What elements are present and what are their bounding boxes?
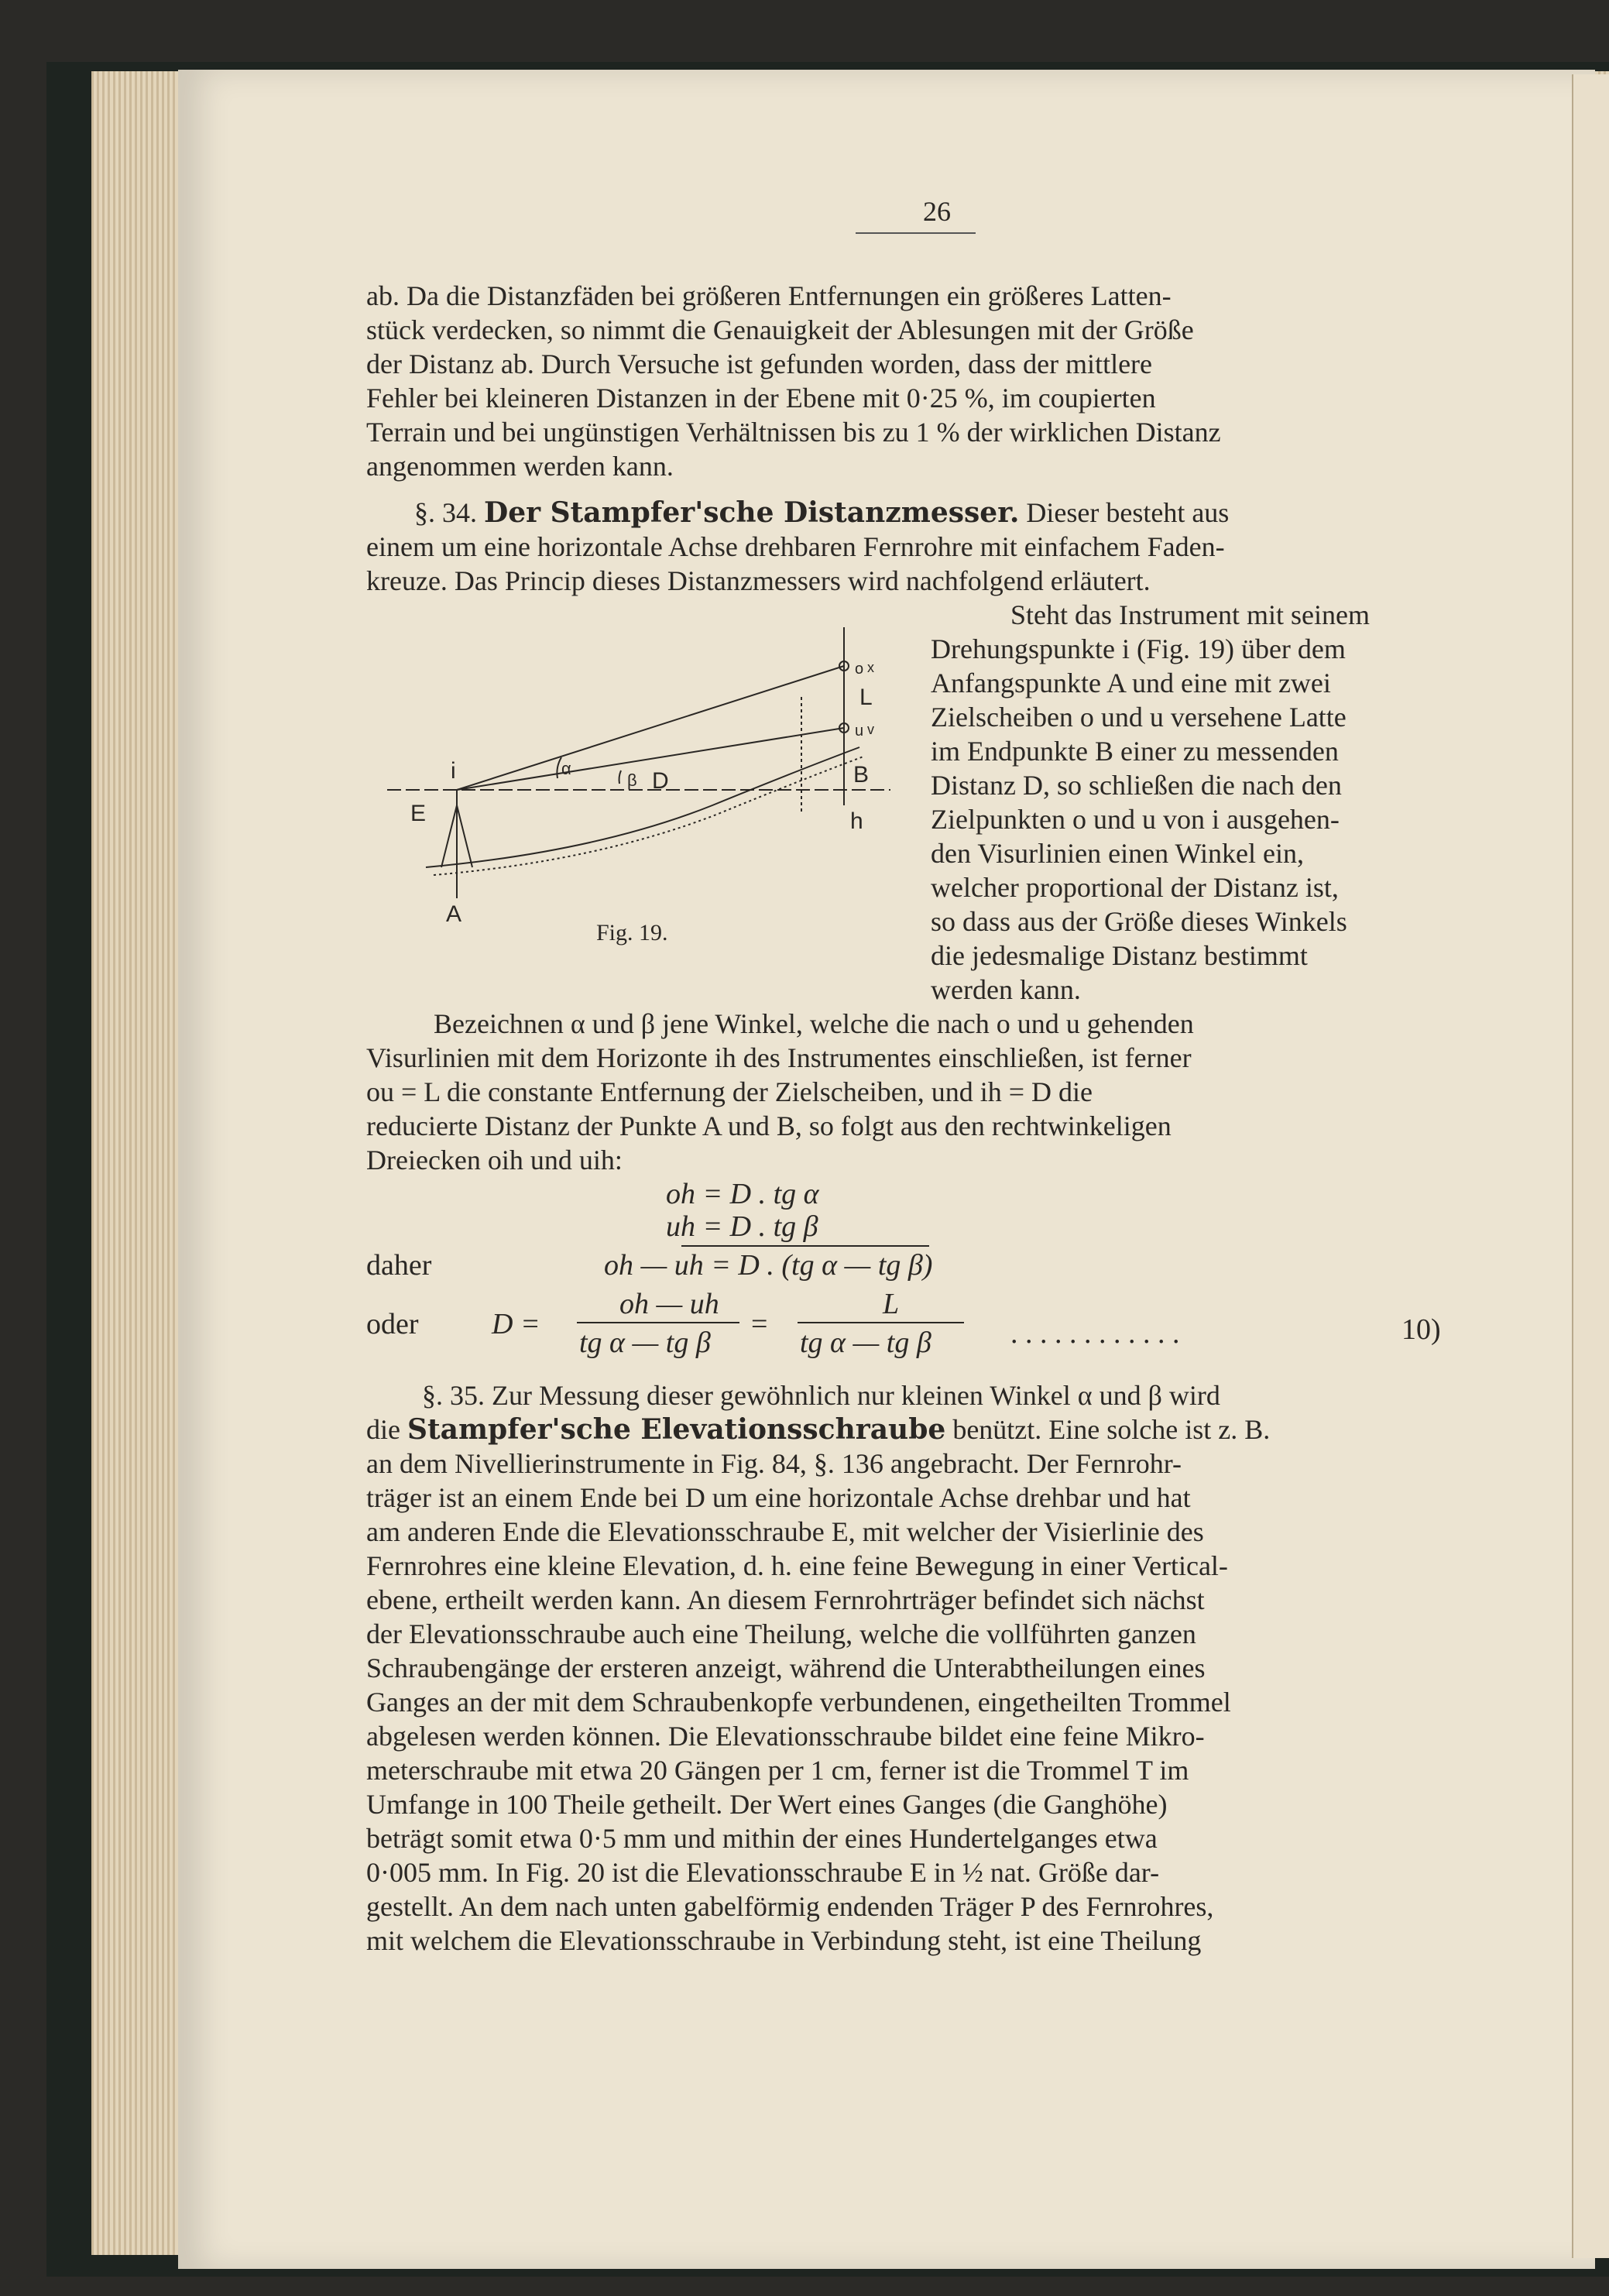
text-line: ou = L die constante Entfernung der Zielscheiben, und ih = D die xyxy=(366,1076,1093,1107)
text-line: ab. Da die Distanzfäden bei größeren Entfernungen ein größeres Latten- xyxy=(366,280,1172,311)
text-line: kreuze. Das Princip dieses Distanzmessers wird nachfolgend erläutert. xyxy=(366,565,1151,596)
equals-sign: = xyxy=(751,1308,768,1340)
section-number: §. 34. xyxy=(414,497,477,528)
text-run: die xyxy=(366,1414,407,1445)
text-line: ebene, ertheilt werden kann. An diesem Fernrohrträger befindet sich nächst xyxy=(366,1584,1205,1615)
text-line: Drehungspunkte i (Fig. 19) über dem xyxy=(931,633,1346,664)
label-daher: daher xyxy=(366,1249,432,1282)
equation-rule xyxy=(681,1245,929,1247)
label-D: D xyxy=(652,768,669,794)
text-line: Zielpunkten o und u von i ausgehen- xyxy=(931,804,1340,835)
text-line: den Visurlinien einen Winkel ein, xyxy=(931,838,1304,869)
equation-number: 10) xyxy=(1401,1313,1441,1346)
text-line: Bezeichnen α und β jene Winkel, welche die nach o und u gehenden xyxy=(434,1008,1194,1039)
label-alpha: α xyxy=(561,759,571,778)
text-line: an dem Nivellierinstrumente in Fig. 84, §. 136 angebracht. Der Fernrohr- xyxy=(366,1448,1182,1479)
text-line: welcher proportional der Distanz ist, xyxy=(931,872,1339,903)
text-line: Fehler bei kleineren Distanzen in der Ebene mit 0·25 %, im coupierten xyxy=(366,383,1156,414)
text-run: benützt. Eine solche ist z. B. xyxy=(945,1414,1271,1445)
text-line: abgelesen werden können. Die Elevationsschraube bildet eine feine Mikro- xyxy=(366,1721,1205,1752)
fraction-1-denominator: tg α — tg β xyxy=(579,1326,711,1359)
text-line: so dass aus der Größe dieses Winkels xyxy=(931,906,1347,937)
text-line: der Elevationsschraube auch eine Theilung, welche die vollführten ganzen xyxy=(366,1618,1196,1649)
text-line: stück verdecken, so nimmt die Genauigkeit der Ablesungen mit der Größe xyxy=(366,314,1194,345)
text-line xyxy=(366,1412,1450,1447)
equation-D-lhs: D = xyxy=(492,1308,540,1340)
label-L: L xyxy=(859,685,873,710)
text-line: träger ist an einem Ende bei D um eine horizontale Achse drehbar und hat xyxy=(366,1482,1191,1513)
label-v: v xyxy=(867,722,874,737)
equation-1: oh = D . tg α xyxy=(666,1178,819,1210)
text-line: gestellt. An dem nach unten gabelförmig endenden Träger P des Fernrohres, xyxy=(366,1891,1214,1922)
terrain-line xyxy=(426,747,859,867)
text-line: am anderen Ende die Elevationsschraube E, mit welcher der Visierlinie des xyxy=(366,1516,1204,1547)
text-line: Dreiecken oih und uih: xyxy=(366,1145,623,1175)
label-oder: oder xyxy=(366,1308,419,1340)
label-B: B xyxy=(853,762,870,788)
angle-arc-beta xyxy=(619,770,621,784)
label-x: x xyxy=(867,660,874,675)
section-35-heading: Stampfer'sche Elevationsschraube xyxy=(407,1413,946,1446)
text-line: 0·005 mm. In Fig. 20 ist die Elevationsschraube E in ½ nat. Größe dar- xyxy=(366,1857,1160,1888)
equation-2: uh = D . tg β xyxy=(666,1210,818,1243)
page-number: 26 xyxy=(923,196,951,227)
fraction-2-denominator: tg α — tg β xyxy=(800,1326,931,1359)
sight-line-u xyxy=(457,728,844,790)
text-line: reducierte Distanz der Punkte A und B, so folgt aus den rechtwinkeligen xyxy=(366,1110,1172,1141)
section-34-heading-line xyxy=(414,496,1498,530)
page-number-rule xyxy=(856,232,976,234)
fraction-1-bar xyxy=(577,1322,739,1323)
text-line: Steht das Instrument mit seinem xyxy=(1010,599,1370,630)
figure-caption: Fig. 19. xyxy=(596,920,668,946)
terrain-hatching xyxy=(434,757,863,875)
text-line: einem um eine horizontale Achse drehbaren Fernrohre mit einfachem Faden- xyxy=(366,531,1225,562)
text-line: Zielscheiben o und u versehene Latte xyxy=(931,702,1347,733)
fraction-2-numerator: L xyxy=(883,1288,900,1320)
text-line: meterschraube mit etwa 20 Gängen per 1 cm, ferner ist die Trommel T im xyxy=(366,1755,1189,1786)
text-line: der Distanz ab. Durch Versuche ist gefunden worden, dass der mittlere xyxy=(366,348,1153,379)
text-line: Ganges an der mit dem Schraubenkopfe verbundenen, eingetheilten Trommel xyxy=(366,1687,1231,1718)
sight-line-o xyxy=(457,666,844,790)
text-line: §. 35. Zur Messung dieser gewöhnlich nur kleinen Winkel α und β wird xyxy=(422,1380,1220,1411)
text-line: Visurlinien mit dem Horizonte ih des Instrumentes einschließen, ist ferner xyxy=(366,1042,1192,1073)
text-line: Terrain und bei ungünstigen Verhältnissen bis zu 1 % der wirklichen Distanz xyxy=(366,417,1221,448)
label-o: o xyxy=(855,661,864,678)
fraction-2-bar xyxy=(798,1322,964,1323)
text-line: angenommen werden kann. xyxy=(366,451,674,482)
label-i: i xyxy=(451,758,456,784)
text-line: Distanz D, so schließen die nach den xyxy=(931,770,1342,801)
text-line: beträgt somit etwa 0·5 mm und mithin der eines Hundertelganges etwa xyxy=(366,1823,1158,1854)
text-line: mit welchem die Elevationsschraube in Verbindung steht, ist eine Theilung xyxy=(366,1925,1202,1956)
label-u: u xyxy=(855,722,864,740)
figure-19-diagram xyxy=(364,619,906,929)
text-line: Fernrohres eine kleine Elevation, d. h. eine feine Bewegung in einer Vertical- xyxy=(366,1550,1228,1581)
text-line: Schraubengänge der ersteren anzeigt, während die Unterabtheilungen eines xyxy=(366,1653,1206,1683)
text-line: Anfangspunkte A und eine mit zwei xyxy=(931,668,1331,698)
equation-3: oh — uh = D . (tg α — tg β) xyxy=(604,1249,933,1282)
label-h: h xyxy=(850,808,863,834)
text-line: Umfange in 100 Theile getheilt. Der Wert eines Ganges (die Ganghöhe) xyxy=(366,1789,1168,1820)
section-title: Der Stampfer'sche Distanzmesser. xyxy=(484,496,1020,529)
label-E: E xyxy=(410,801,427,826)
label-A: A xyxy=(446,901,462,927)
section-text: Dieser besteht aus xyxy=(1026,497,1230,528)
dot-leader: . . . . . . . . . . . . xyxy=(1010,1317,1180,1350)
text-line: die jedesmalige Distanz bestimmt xyxy=(931,940,1308,971)
label-beta: β xyxy=(627,770,637,790)
next-page-edge xyxy=(1572,74,1609,2258)
text-line: im Endpunkte B einer zu messenden xyxy=(931,736,1339,767)
fraction-1-numerator: oh — uh xyxy=(619,1288,719,1320)
text-line: werden kann. xyxy=(931,974,1081,1005)
